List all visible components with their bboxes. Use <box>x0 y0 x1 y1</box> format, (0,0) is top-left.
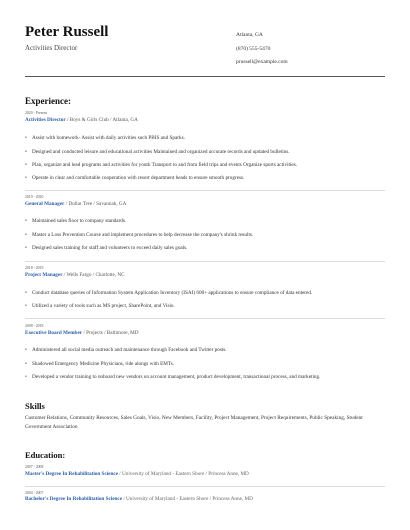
job-org: / Dollar Tree / Savannah, GA <box>64 201 127 207</box>
education-entry <box>25 496 253 502</box>
school-name: / University of Maryland - Eastern Shore / Princess Anne, MD <box>122 496 253 502</box>
job-divider <box>25 190 385 191</box>
education-heading: Education: <box>25 450 66 460</box>
job-role: General Manager <box>25 201 65 207</box>
candidate-name: Peter Russell <box>25 24 109 40</box>
school-name: / University of Maryland - Eastern Shore / Princess Anne, MD <box>117 471 249 477</box>
contact-phone: (870) 555-5470 <box>236 45 271 52</box>
degree-name: Bachelor's Degree In Rehabilitation Science <box>25 496 123 502</box>
job-org: / Boys & Girls Club / Atlanta, GA <box>65 117 138 123</box>
job-title-line <box>25 330 139 336</box>
job-dates: 2019 - 2020 <box>25 195 44 199</box>
skills-heading: Skills <box>25 401 45 411</box>
job-title-line <box>25 272 125 278</box>
job-role: Executive Board Member <box>25 330 83 336</box>
degree-name: Master's Degree In Rehabilitation Science <box>25 471 118 477</box>
contact-block <box>236 29 288 70</box>
job-org: / Projects / Baltimore, MD <box>82 330 139 336</box>
job-dates: 2018 - 2019 <box>25 266 44 270</box>
experience-heading: Experience: <box>25 96 71 106</box>
job-dates: 2008 - 2018 <box>25 324 44 328</box>
resume-header <box>25 24 385 76</box>
job-divider <box>25 318 385 319</box>
job-role: Project Manager <box>25 272 63 278</box>
job-title-line <box>25 117 138 123</box>
job-divider <box>25 261 385 262</box>
skills-list: Customer Relations, Community Resources, Sales Goals, Visio, New Members, Facility, Project Management, Project Requirements, Public Speaking, Student Government Association <box>25 415 363 430</box>
education-entry <box>25 471 249 477</box>
header-divider <box>25 76 385 77</box>
job-org: / Wells Fargo / Charlotte, NC <box>62 272 125 278</box>
resume-page: Peter Russell Activities Director Atlanta, GA (870) 555-5470 prussell@example.com Experience: 2020 - Present Activities Director / Boys & Girls Club / Atlanta, GA Assist with homework- Assist with daily activities such PBIS and Sparks. Designed and conducted leisure and educational activities Maintained and organized accurate records and updated bulletins. Plan, organize and lead programs and activities for youth Transport to and from field trips and events Organize sports activities. Operate in clear and comfortable cooperation with resort department heads to ensure smooth progress. 2019 - 2020 General Manager / Dollar Tree / Savannah, GA Maintained sales floor to company standards. Master a Loss Prevention Course and implement procedures to help decrease the company's shrink results. Designed sales training for staff and volunteers to exceed daily sales goals. 2018 - 2019 Project Manager / Wells Fargo / Charlotte, NC Conduct database queries of Information System Application Inventory (ISAI) 600+ applications to ensure compliance of data entered. Utilized a variety of tools such as MS project, SharePoint, and Visio. 2008 - 2018 Executive Board Member / Projects / Baltimore, MD Administered all social media outreach and maintenance through Facebook and Twitter posts. Shadowed Emergency Medicine Physicians, ride alongs with EMTs. Developed a vendor training to onboard new vendors on account management, product development, transactional process, and marketing. Skills Customer Relations, Community Resources, Sales Goals, Visio, New Members, Facility, Project Management, Project Requirements, Public Speaking, Student Government Association Education: 2007 - 2008 Master's Degree In Rehabilitation Science / University of Maryland - Eastern Shore / Princess Anne, MD 2004 - 2007 Bachelor's Degree In Rehabilitation Science / University of Maryland - Eastern Shore / Princess Anne, MD <box>0 0 410 530</box>
job-role: Activities Director <box>25 117 66 123</box>
job-dates: 2020 - Present <box>25 111 47 115</box>
contact-location: Atlanta, GA <box>236 32 263 38</box>
contact-email[interactable]: prussell@example.com <box>236 59 288 65</box>
job-title-line <box>25 201 126 207</box>
education-dates: 2004 - 2007 <box>25 491 44 495</box>
education-dates: 2007 - 2008 <box>25 465 44 469</box>
education-divider <box>25 486 385 487</box>
candidate-title: Activities Director <box>25 44 78 52</box>
